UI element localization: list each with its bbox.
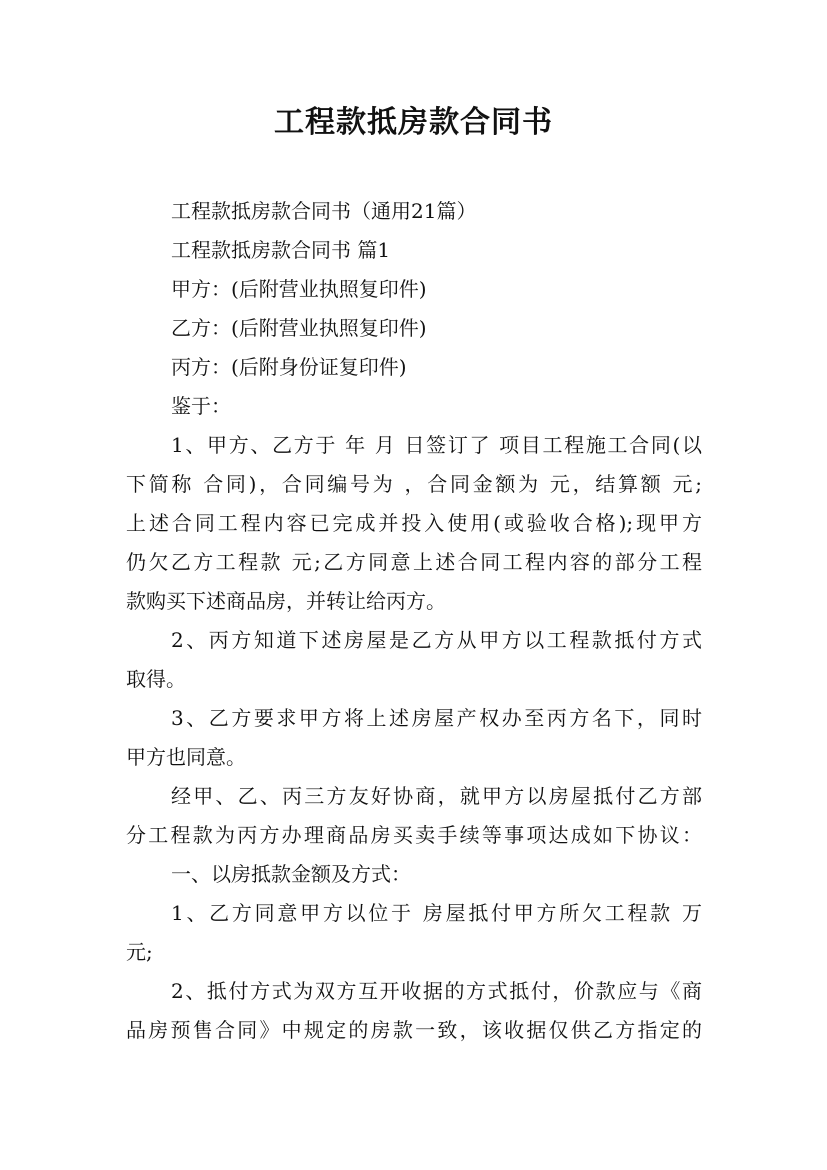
document-title: 工程款抵房款合同书 [274, 105, 553, 140]
paragraph-line: 1、甲方、乙方于 年 月 日签订了 项目工程施工合同(以 [171, 433, 702, 457]
whereas-line: 鉴于： [171, 394, 231, 418]
paragraph-line: 元; [126, 940, 153, 964]
paragraph-line: 2、抵付方式为双方互开收据的方式抵付，价款应与《商 [171, 979, 702, 1003]
party-b-line: 乙方：(后附营业执照复印件) [171, 316, 427, 340]
clause-heading: 一、以房抵款金额及方式： [171, 862, 411, 886]
paragraph-line: 取得。 [126, 667, 186, 691]
party-a-line: 甲方：(后附营业执照复印件) [171, 277, 427, 301]
paragraph-line: 分工程款为丙方办理商品房买卖手续等事项达成如下协议： [126, 823, 702, 847]
paragraph-line: 上述合同工程内容已完成并投入使用(或验收合格);现甲方 [126, 511, 702, 535]
subtitle-line: 工程款抵房款合同书（通用21篇） [171, 199, 477, 223]
paragraph-line: 仍欠乙方工程款 元;乙方同意上述合同工程内容的部分工程 [126, 550, 702, 574]
party-c-line: 丙方：(后附身份证复印件) [171, 355, 407, 379]
paragraph-line: 3、乙方要求甲方将上述房屋产权办至丙方名下，同时 [171, 706, 702, 730]
paragraph-line: 下简称 合同)，合同编号为 ，合同金额为 元，结算额 元; [126, 472, 702, 496]
paragraph-line: 品房预售合同》中规定的房款一致，该收据仅供乙方指定的 [126, 1018, 702, 1042]
paragraph-line: 经甲、乙、丙三方友好协商，就甲方以房屋抵付乙方部 [171, 784, 702, 808]
paragraph-line: 甲方也同意。 [126, 745, 246, 769]
paragraph-line: 款购买下述商品房，并转让给丙方。 [126, 589, 446, 613]
section-heading: 工程款抵房款合同书 篇1 [171, 238, 391, 262]
paragraph-line: 1、乙方同意甲方以位于 房屋抵付甲方所欠工程款 万 [171, 901, 702, 925]
paragraph-line: 2、丙方知道下述房屋是乙方从甲方以工程款抵付方式 [171, 628, 702, 652]
